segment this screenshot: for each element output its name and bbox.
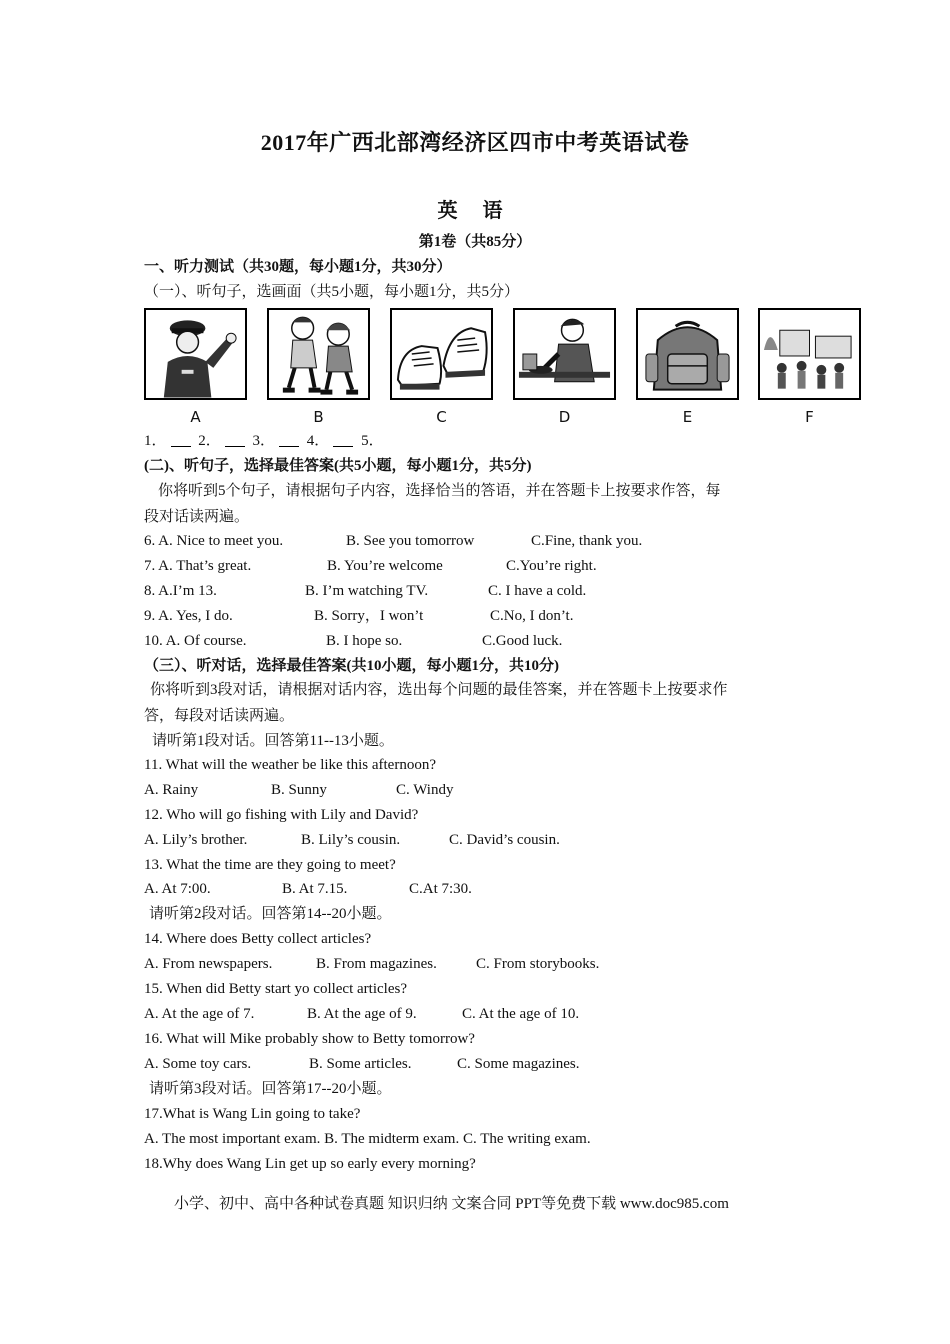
picture-b: [267, 308, 370, 400]
subject-heading: 英 语: [437, 200, 513, 222]
answer-blank[interactable]: [225, 432, 245, 447]
section2-heading: (二)、听句子，选择最佳答案(共5小题，每小题1分，共5分): [144, 458, 532, 474]
volume-heading: 第1卷（共85分）: [418, 234, 532, 250]
answer-blanks: [144, 431, 384, 451]
blank-number: 1．: [144, 433, 167, 449]
question-12: 12. Who will go fishing with Lily and David?: [144, 807, 419, 823]
question-17-options: A. The most important exam. B. The midterm exam. C. The writing exam.: [144, 1131, 591, 1147]
option-a: 10. A. Of course.: [144, 633, 247, 649]
picture-label-b: B: [313, 408, 324, 426]
police-officer-icon: [146, 310, 245, 398]
picture-d: [513, 308, 616, 400]
option-c: C. I have a cold.: [488, 583, 587, 599]
option-b: B. Lily’s cousin.: [301, 832, 401, 848]
blank-number: 5．: [361, 433, 384, 449]
sneakers-icon: [392, 310, 491, 398]
option-c: C. David’s cousin.: [449, 832, 560, 848]
answer-blank[interactable]: [333, 432, 353, 447]
section3-instruction-cont: 答，每段对话读两遍。: [144, 708, 295, 724]
option-c: C.At 7:30.: [409, 881, 472, 897]
picture-f: [758, 308, 861, 400]
option-b: B. Sorry，I won’t: [314, 608, 424, 624]
dialog-1-instruction: 请听第1段对话。回答第11--13小题。: [152, 733, 394, 749]
option-c: C. Windy: [396, 782, 454, 798]
question-14: 14. Where does Betty collect articles?: [144, 931, 372, 947]
option-a: 6. A. Nice to meet you.: [144, 533, 284, 549]
question-16: 16. What will Mike probably show to Betty tomorrow?: [144, 1031, 475, 1047]
option-a: 9. A. Yes, I do.: [144, 608, 233, 624]
question-17: 17.What is Wang Lin going to take?: [144, 1106, 361, 1122]
option-c: C. From storybooks.: [476, 956, 600, 972]
option-c: C.Good luck.: [482, 633, 563, 649]
option-c: C. At the age of 10.: [462, 1006, 580, 1022]
question-13: 13. What the time are they going to meet?: [144, 857, 396, 873]
picture-label-d: D: [558, 408, 571, 426]
picture-a: [144, 308, 247, 400]
option-b: B. I hope so.: [326, 633, 403, 649]
part1-heading: 一、听力测试（共30题，每小题1分，共30分）: [144, 259, 452, 275]
dialog-2-instruction: 请听第2段对话。回答第14--20小题。: [149, 906, 392, 922]
option-c: C.You’re right.: [506, 558, 597, 574]
option-b: B. From magazines.: [316, 956, 437, 972]
exam-title: 2017年广西北部湾经济区四市中考英语试卷: [260, 130, 690, 155]
section2-instruction: 你将听到5个句子，请根据句子内容，选择恰当的答语，并在答题卡上按要求作答，每: [158, 483, 721, 499]
boy-cooking-icon: [515, 310, 614, 398]
school-crowd-icon: [760, 310, 859, 398]
option-b: B. Sunny: [271, 782, 327, 798]
blank-number: 2．: [198, 433, 221, 449]
option-a: A. At the age of 7.: [144, 1006, 255, 1022]
backpack-icon: [638, 310, 737, 398]
picture-e: [636, 308, 739, 400]
option-c: C. Some magazines.: [457, 1056, 580, 1072]
section3-instruction: 你将听到3段对话，请根据对话内容，选出每个问题的最佳答案，并在答题卡上按要求作: [150, 682, 728, 698]
option-a: A. Some toy cars.: [144, 1056, 252, 1072]
option-a: A. From newspapers.: [144, 956, 273, 972]
picture-c: [390, 308, 493, 400]
option-a: 7. A. That’s great.: [144, 558, 252, 574]
option-c: C.No, I don’t.: [490, 608, 574, 624]
option-b: B. See you tomorrow: [346, 533, 475, 549]
picture-label-e: E: [682, 408, 693, 426]
blank-number: 3．: [252, 433, 276, 449]
picture-label-f: F: [805, 408, 814, 426]
option-b: B. Some articles.: [309, 1056, 412, 1072]
question-11: 11. What will the weather be like this afternoon?: [144, 757, 436, 773]
section2-instruction-cont: 段对话读两遍。: [144, 509, 250, 525]
option-a: 8. A.I’m 13.: [144, 583, 217, 599]
option-b: B. At the age of 9.: [307, 1006, 417, 1022]
page-footer: 小学、初中、高中各种试卷真题 知识归纳 文案合同 PPT等免费下载 www.doc985.com: [174, 1196, 729, 1212]
picture-label-a: A: [190, 408, 201, 426]
option-a: A. Rainy: [144, 782, 199, 798]
option-a: A. Lily’s brother.: [144, 832, 248, 848]
roller-skating-kids-icon: [269, 310, 368, 398]
blank-number: 4．: [306, 433, 330, 449]
option-b: B. I’m watching TV.: [305, 583, 429, 599]
option-c: C.Fine, thank you.: [531, 533, 643, 549]
answer-blank[interactable]: [279, 432, 299, 447]
question-18: 18.Why does Wang Lin get up so early every morning?: [144, 1156, 476, 1172]
answer-blank[interactable]: [171, 432, 191, 447]
question-15: 15. When did Betty start yo collect articles?: [144, 981, 407, 997]
option-a: A. At 7:00.: [144, 881, 211, 897]
section1-heading: （一）、听句子，选画面（共5小题，每小题1分，共5分）: [144, 284, 520, 300]
picture-label-c: C: [436, 408, 447, 426]
section3-heading: （三）、听对话，选择最佳答案(共10小题，每小题1分，共10分): [144, 658, 559, 674]
dialog-3-instruction: 请听第3段对话。回答第17--20小题。: [149, 1081, 392, 1097]
option-b: B. You’re welcome: [327, 558, 443, 574]
option-b: B. At 7.15.: [282, 881, 348, 897]
